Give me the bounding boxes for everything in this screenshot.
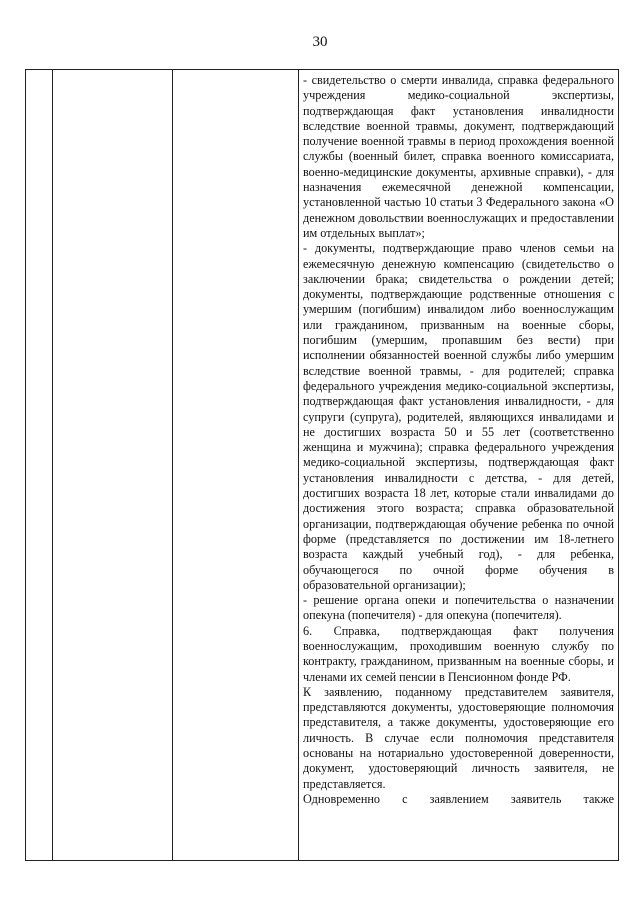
- paragraph-death-certificate: - свидетельство о смерти инвалида, справка федерального учреждения медико-социальной экспертизы, подтверждающая факт установления инвалидности вследствие военной травмы, документ, подтверждающий получение военной травмы в период прохождения военной службы (военный билет, справка военного комиссариата, военно-медицинские документы, архивные справки), - для назначения ежемесячной денежной компенсации, установленной частью 10 статьи 3 Федерального закона «О денежном довольствии военнослужащих и предоставлении им отдельных выплат»;: [303, 73, 614, 240]
- paragraph-simultaneously: Одновременно с заявлением заявитель также: [303, 791, 614, 806]
- paragraph-representative: К заявлению, поданному представителем заявителя, представляются документы, удостоверяющие полномочия представителя, а также документы, удостоверяющие его личность. В случае если полномочия представителя основаны на нотариально удостоверенной доверенности, документ, удостоверяющий личность заявителя, не представляется.: [303, 684, 614, 791]
- page-number: 30: [312, 34, 328, 50]
- number-cell: [26, 70, 53, 861]
- paragraph-family-documents: - документы, подтверждающие право членов семьи на ежемесячную денежную компенсацию (свидетельство о заключении брака; свидетельства о рождении детей; документы, подтверждающие родственные отношения с умершим (погибшим) инвалидом либо военнослужащим или гражданином, призванным на военные сборы, погибшим (умершим, пропавшим без вести) при исполнении обязанностей военной службы либо умершим вследствие военной травмы, - для родителей; справка федерального учреждения медико-социальной экспертизы, подтверждающая факт установления инвалидности, - для супруги (супруга), родителей, являющихся инвалидами и не достигших возраста 50 и 55 лет (соответственно женщина и мужчина); справка федерального учреждения медико-социальной экспертизы, подтверждающая факт установления инвалидности с детства, - для детей, достигших возраста 18 лет, которые стали инвалидами до достижения этого возраста; справка образовательной организации, подтверждающая обучение ребенка по очной форме (представляется по достижении им 18-летнего возраста каждый учебный год), - для ребенка, обучающегося по очной форме обучения в образовательной организации);: [303, 241, 614, 592]
- paragraph-pension-certificate: 6. Справка, подтверждающая факт получения военнослужащим, проходившим военную службу по контракту, гражданином, призванным на военные сборы, и членами их семей пенсии в Пенсионном фонде РФ.: [303, 623, 614, 684]
- document-table: [25, 69, 619, 861]
- documents-cell: [299, 70, 619, 861]
- name-cell: [53, 70, 173, 861]
- info-cell: [173, 70, 299, 861]
- table-row: [26, 70, 619, 861]
- paragraph-guardianship: - решение органа опеки и попечительства о назначении опекуна (попечителя) - для опекуна (попечителя).: [303, 593, 614, 623]
